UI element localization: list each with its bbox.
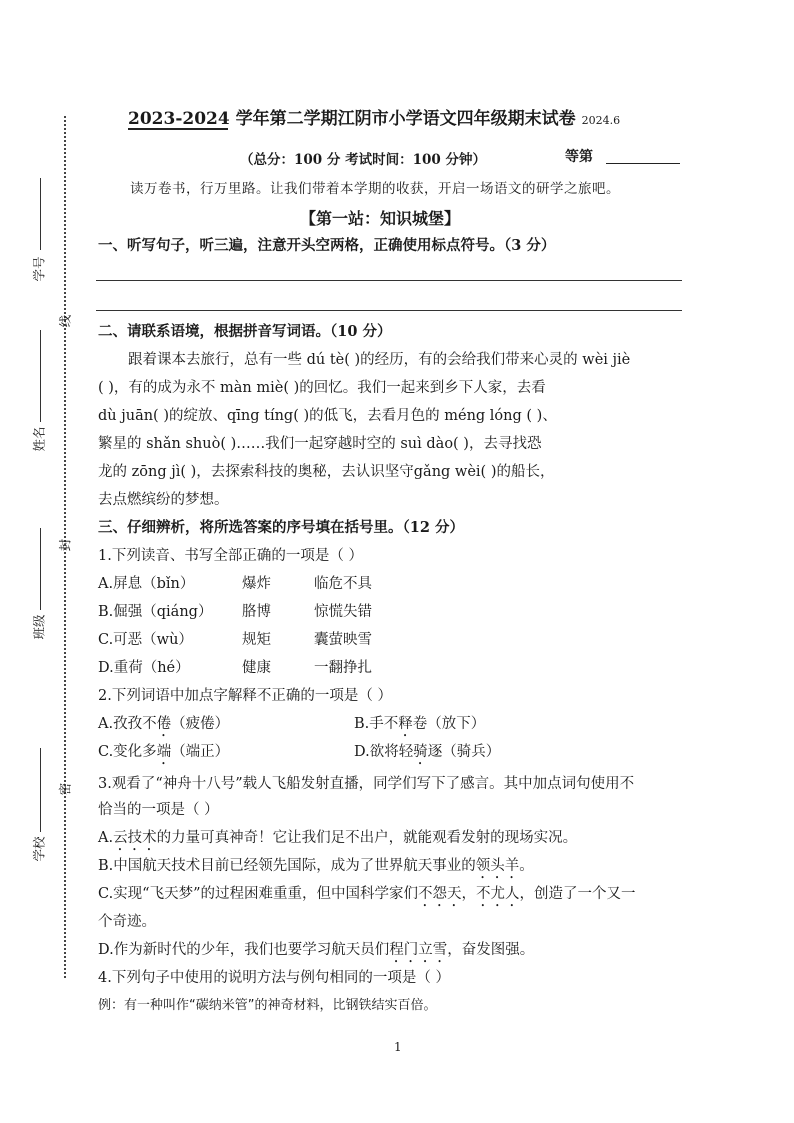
q3-stem-line1: 3.观看了“神舟十八号”载人飞船发射直播，同学们写下了感言。其中加点词句使用不 [98,776,635,792]
q3-b-post: 。 [519,858,534,874]
q3-b-pre: B.中国航天技术目前已经领先国际，成为了世界航天事业的 [98,858,476,874]
section2-line-6: 去点燃缤纷的梦想。 [98,492,229,508]
q1-stem: 1.下列读音、书写全部正确的一项是（ ） [98,548,363,564]
q1-c-word2: 规矩 [242,632,271,648]
margin-char-mi: 密 [57,782,73,796]
q4-example: 例：有一种叫作“碳纳米管”的神奇材料，比钢铁结实百倍。 [98,998,437,1013]
q2-a-pre: A.孜孜不 [98,716,157,732]
margin-char-feng: 封 [57,538,73,552]
station-title: 【第一站：知识城堡】 [300,209,461,228]
q2-c-pre: C.变化多 [98,744,157,760]
exam-date: 2024.6 [581,114,621,127]
q3-option-b[interactable] [98,856,534,882]
q3-a-dotted: 云技术 [113,830,157,846]
title-underline [128,128,228,130]
q2-option-a[interactable] [98,714,229,740]
exam-title-text: 2023-2024 学年第二学期江阴市小学语文四年级期末试卷 [128,109,576,129]
q3-option-c[interactable] [98,884,636,910]
q2-d-dotted: 骑 [413,744,428,760]
margin-label-student-id: 学号 [31,256,47,282]
q3-d-pre: D.作为新时代的少年，我们也要学习航天员们 [98,942,390,958]
section2-title: 二、请联系语境，根据拼音写词语。（10 分） [98,323,392,340]
q1-c-word3: 囊萤映雪 [314,632,372,648]
margin-label-school: 学校 [31,836,47,862]
q1-d-word3: 一翻挣扎 [314,660,372,676]
q2-a-dotted: 倦 [156,716,172,732]
grade-label: 等第 [565,149,593,165]
q3-stem-line2: 恰当的一项是（ ） [98,802,219,818]
q2-c-dotted: 端 [156,744,172,760]
q2-a-post: （疲倦） [171,716,230,732]
motto: 读万卷书，行万里路。让我们带着本学期的收获，开启一场语文的研学之旅吧。 [130,181,620,197]
q3-c-dotted: 不怨天，不尤人 [418,886,520,902]
q2-b-dotted: 释 [398,716,413,732]
q1-d-word1: D.重荷（hé） [98,660,190,676]
q3-a-pre: A. [98,830,114,846]
q2-d-pre: D.欲将轻 [354,744,414,760]
q2-b-post: 卷（放下） [412,716,486,732]
section2-line-4: 繁星的 shǎn shuò( )……我们一起穿越时空的 suì dào( )，去寻找恐 [98,436,542,452]
dictation-line-1[interactable] [96,280,682,281]
section1-title: 一、听写句子，听三遍，注意开头空两格，正确使用标点符号。（3 分） [98,237,556,254]
q3-c-pre: C.实现“飞天梦”的过程困难重重，但中国科学家们 [98,886,419,902]
q1-b-word3: 惊慌失错 [314,604,372,620]
grade-answer-line[interactable] [606,163,680,164]
q1-d-word2: 健康 [242,660,271,676]
page-number: 1 [394,1040,402,1054]
q3-option-a[interactable] [98,828,577,854]
margin-line-name [40,330,41,422]
q1-option-a[interactable] [98,574,194,594]
section3-title: 三、仔细辨析，将所选答案的序号填在括号里。（12 分） [98,519,464,536]
q2-option-b[interactable] [354,714,485,740]
q1-option-b[interactable] [98,602,212,622]
q1-option-c[interactable] [98,630,193,650]
margin-line-student-id [40,178,41,250]
q1-option-d[interactable] [98,658,190,678]
q3-c-post: ，创造了一个又一 [519,886,636,902]
margin-label-name: 姓名 [31,426,47,452]
q1-b-word1: B.倔强（qiáng） [98,604,213,620]
q3-b-dotted: 领头羊 [475,858,520,874]
q2-c-post: （端正） [171,744,230,760]
margin-line-school [40,748,41,832]
section2-line-2: ( )，有的成为永不 màn miè( )的回忆。我们一起来到乡下人家，去看 [98,380,546,396]
q2-d-post: 逐（骑兵） [427,744,501,760]
exam-info: （总分：100 分 考试时间：100 分钟） [240,152,486,168]
q2-option-d[interactable] [354,742,500,768]
exam-title [128,104,620,129]
margin-line-class [40,528,41,610]
q1-b-word2: 胳博 [242,604,271,620]
q1-a-word3: 临危不具 [314,576,372,592]
section2-line-1: 跟着课本去旅行，总有一些 dú tè( )的经历，有的会给我们带来心灵的 wèi jiè [128,352,631,368]
q2-b-pre: B.手不 [354,716,399,732]
q1-c-word1: C.可恶（wù） [98,632,193,648]
section2-line-3: dù juān( )的绽放、qīng tíng( )的低飞，去看月色的 méng lóng ( )、 [98,408,557,424]
margin-label-class: 班级 [31,614,47,640]
margin-char-xian: 线 [57,314,73,328]
q3-d-dotted: 程门立雪 [389,942,448,958]
q4-stem: 4.下列句子中使用的说明方法与例句相同的一项是（ ） [98,970,450,986]
q3-a-post: 的力量可真神奇！它让我们足不出户，就能观看发射的现场实况。 [156,830,578,846]
q1-a-word1: A.屏息（bǐn） [98,576,195,592]
q3-option-d[interactable] [98,940,534,966]
q3-option-c-line2: 个奇迹。 [98,914,156,930]
dictation-line-2[interactable] [96,310,682,311]
q2-option-c[interactable] [98,742,229,768]
section2-line-5: 龙的 zōng jì( )，去探索科技的奥秘，去认识坚守gǎng wèi( )的船长， [98,464,555,480]
q3-d-post: ，奋发图强。 [447,942,535,958]
q1-a-word2: 爆炸 [242,576,271,592]
q2-stem: 2.下列词语中加点字解释不正确的一项是（ ） [98,688,392,704]
